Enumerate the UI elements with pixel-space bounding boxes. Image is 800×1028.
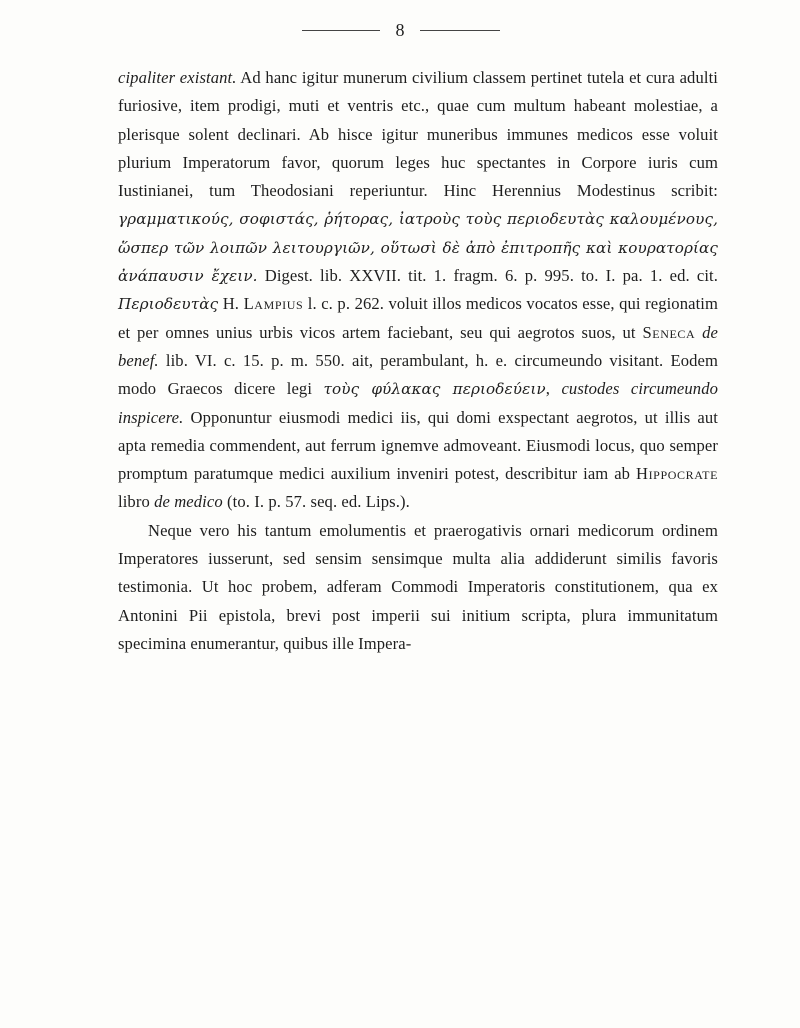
- text-run: Opponuntur eiusmodi medici iis, qui domi exspectant aegrotos, ut illis aut apta remedia commendent, aut ferrum ignemve admoveant. Eiusmodi locus, quo semper promptum paratumque medici auxilium inveniri potest, describitur iam ab: [118, 407, 718, 484]
- text-run: Hippocrate: [636, 464, 718, 484]
- text-run: de medico: [154, 492, 223, 512]
- text-run: de benef.: [118, 322, 718, 370]
- text-run: (to. I. p. 57. seq. ed. Lips.).: [222, 492, 410, 512]
- header-rule-left: [302, 30, 380, 31]
- text-run: lib. VI. c. 15. p. m. 550. ait, perambulant, h. e. circumeundo visitant. Eodem modo Graecos dicere legi: [118, 350, 718, 399]
- text-run: ,: [545, 379, 562, 399]
- paragraph-1: [118, 64, 718, 517]
- text-run: Seneca: [642, 322, 696, 342]
- text-run: custodes circumeundo inspicere.: [118, 379, 718, 427]
- page-header: [0, 18, 800, 42]
- text-run: τοὺς φύλακας περιοδεύειν: [323, 380, 546, 399]
- text-run: Ad hanc igitur munerum civilium classem pertinet tutela et cura adulti furiosive, item prodigi, muti et ventris etc., quae cum multum habeant molestiae, a plerisque solent declinari. Ab hisce igitur muneribus immunes medicos esse voluit plurium Imperatorum favor, quorum leges huc spectantes in Corpore iuris cum Iustinianei, tum Theodosiani reperiuntur. Hinc Herennius Modestinus scribit:: [118, 68, 718, 201]
- text-run: Digest. lib. XXVII. tit. 1. fragm. 6. p. 995. to. I. pa. 1. ed. cit.: [257, 266, 718, 286]
- header-rule-right: [420, 30, 500, 31]
- text-run: cipaliter existant.: [118, 68, 237, 87]
- text-run: libro: [118, 492, 155, 512]
- text-run: Lampius: [243, 294, 304, 314]
- text-run: γραμματικούς, σοφιστάς, ῥήτορας, ἰατροὺς τοὺς περιοδευτὰς καλουμένους, ὥσπερ τῶν λοιπῶν λειτουργιῶν, οὕτωσὶ δὲ ἀπὸ ἐπιτροπῆς καὶ κουρατορίας ἀνάπαυσιν ἔχειν.: [118, 210, 718, 286]
- text-run: l. c. p. 262. voluit illos medicos vocatos esse, qui regionatim et per omnes unius urbis vicos artem faciebant, seu qui aegrotos suos, ut: [118, 294, 718, 342]
- text-run: Περιοδευτὰς: [118, 295, 219, 314]
- text-run: H.: [218, 294, 244, 314]
- paragraph-2: [118, 517, 718, 658]
- body-text: [118, 64, 718, 658]
- page-number: 8: [395, 20, 405, 40]
- text-run: Neque vero his tantum emolumentis et praerogativis ornari medicorum ordinem Imperatores iusserunt, sed sensim sensimque multa alia addiderunt similis favoris testimonia. Ut hoc probem, adferam Commodi Imperatoris constitutionem, qua ex Antonini Pii epistola, brevi post imperii sui initium scripta, plura immunitatum specimina enumerantur, quibus ille Impera-: [118, 520, 718, 653]
